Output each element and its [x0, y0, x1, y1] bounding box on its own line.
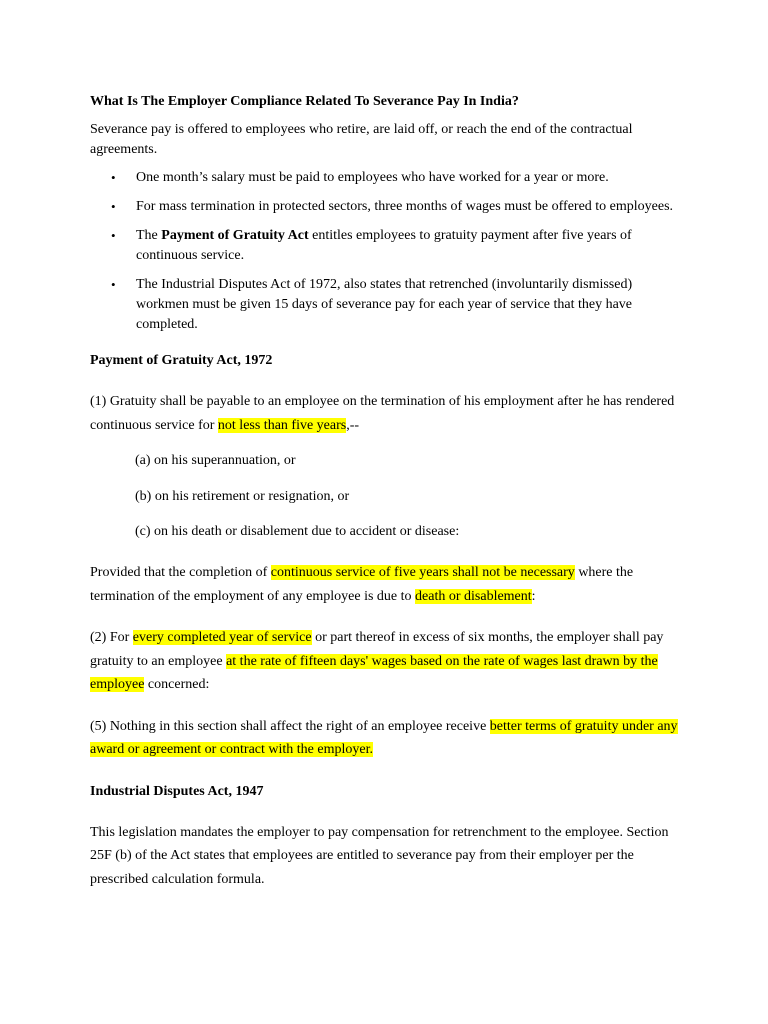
- page-title: What Is The Employer Compliance Related To Severance Pay In India?: [90, 94, 519, 109]
- list-item-text-pre: The: [136, 228, 162, 243]
- list-item-text: For mass termination in protected sectors, three months of wages must be offered to employees.: [136, 199, 674, 214]
- clause-1-end: ,--: [346, 417, 360, 433]
- bullet-icon: •: [111, 199, 116, 214]
- list-item-text: The Industrial Disputes Act of 1972, also states that retrenched (involuntarily dismissed) workmen must be given 15 days of severance pay for each year of service that they have completed.: [136, 277, 633, 332]
- bullet-icon: •: [111, 277, 116, 292]
- list-item-text: One month’s salary must be paid to employees who have worked for a year or more.: [136, 170, 609, 185]
- list-item-act-name: Payment of Gratuity Act: [161, 228, 309, 243]
- clause-item-b: (b) on his retirement or resignation, or: [135, 489, 350, 504]
- clause-2-highlight-1: every completed year of service: [132, 630, 312, 645]
- list-item-text-post: entitles employees to gratuity payment after five years of continuous service.: [136, 228, 632, 263]
- clause-2-end: concerned:: [144, 677, 210, 692]
- proviso-text-mid: where the termination of the employment of any employee is due to: [90, 565, 634, 604]
- clause-2-text: (2) For: [90, 630, 133, 645]
- disputes-act-heading: Industrial Disputes Act, 1947: [90, 783, 264, 799]
- gratuity-clause-2: [90, 626, 680, 697]
- intro-paragraph: Severance pay is offered to employees who retire, are laid off, or reach the end of the contractual agreements.: [90, 122, 633, 157]
- list-item: [90, 197, 680, 217]
- document-body: [90, 92, 680, 891]
- clause-2-highlight-2: at the rate of fifteen days' wages based on the rate of wages last drawn by the employee: [90, 653, 658, 692]
- list-item: [90, 226, 680, 266]
- disputes-paragraph: This legislation mandates the employer to pay compensation for retrenchment to the employee. Section 25F (b) of the Act states that employees are entitled to severance pay from their employer per the prescribed calculation formula.: [90, 824, 669, 887]
- clause-2-text-mid: or part thereof in excess of six months, the employer shall pay gratuity to an employee: [90, 630, 664, 669]
- clause-item-c: (c) on his death or disablement due to accident or disease:: [135, 524, 460, 539]
- proviso-text: Provided that the completion of: [90, 565, 271, 580]
- gratuity-clause-5: [90, 715, 680, 762]
- clause-5-text: (5) Nothing in this section shall affect the right of an employee receive: [90, 718, 490, 734]
- clause-item-a: (a) on his superannuation, or: [135, 453, 296, 468]
- clause-1-highlight: not less than five years: [217, 417, 347, 433]
- bullet-icon: •: [111, 228, 116, 243]
- proviso-highlight-1: continuous service of five years shall not be necessary: [270, 565, 575, 580]
- compliance-list: [90, 168, 680, 335]
- list-item: [90, 275, 680, 335]
- gratuity-act-heading: Payment of Gratuity Act, 1972: [90, 353, 273, 368]
- list-item: [90, 168, 680, 188]
- proviso-highlight-2: death or disablement: [415, 588, 532, 604]
- bullet-icon: •: [111, 170, 116, 185]
- clause-1-text: (1) Gratuity shall be payable to an employee on the termination of his employment after he has rendered continuous service for: [90, 394, 675, 433]
- clause-5-highlight: better terms of gratuity under any award or agreement or contract with the employer.: [90, 718, 678, 757]
- proviso-end: :: [531, 588, 536, 604]
- gratuity-clause-1: [90, 390, 680, 437]
- gratuity-proviso: [90, 561, 680, 608]
